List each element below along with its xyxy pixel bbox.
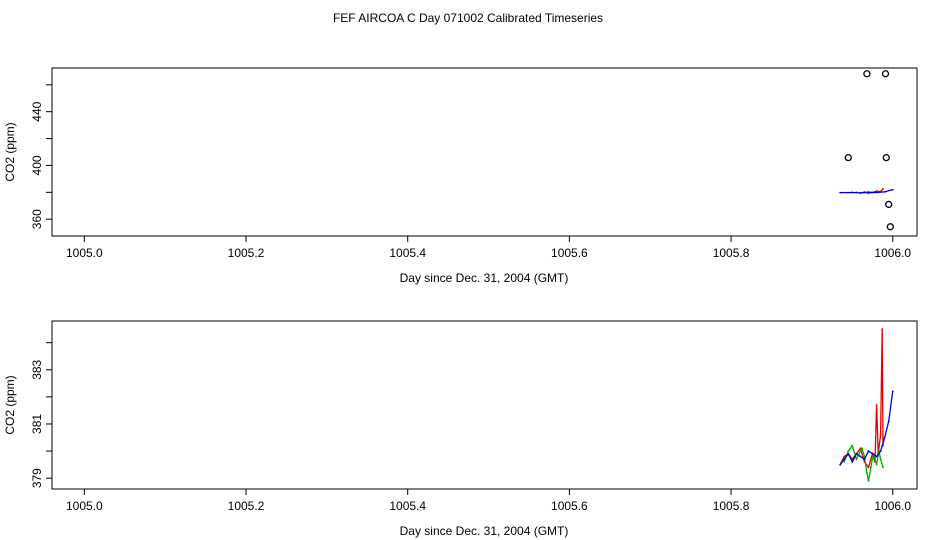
- y-tick-label: 379: [30, 468, 44, 489]
- x-tick-label: 1005.4: [389, 499, 427, 513]
- data-point: [851, 445, 853, 447]
- x-tick-label: 1005.0: [65, 246, 103, 260]
- y-tick-label: 381: [30, 413, 44, 434]
- data-point: [892, 391, 894, 393]
- data-point: [884, 191, 886, 193]
- data-point: [868, 191, 870, 193]
- x-tick-label: 1006.0: [874, 499, 912, 513]
- y-axis: [30, 343, 52, 488]
- data-point: [861, 447, 863, 449]
- data-point: [851, 192, 853, 194]
- data-point: [855, 453, 857, 455]
- x-tick-label: 1005.8: [712, 499, 750, 513]
- data-point: [876, 192, 878, 194]
- data-point: [882, 188, 884, 190]
- data-point: [839, 192, 841, 194]
- top-panel: [3, 68, 917, 285]
- data-point: [851, 461, 853, 463]
- plot-frame: [52, 321, 917, 489]
- data-point: [847, 450, 849, 452]
- data-point: [870, 466, 872, 468]
- y-tick-label: 360: [30, 209, 44, 230]
- outlier-point: [864, 71, 870, 77]
- x-tick-label: 1005.0: [65, 499, 103, 513]
- data-point: [860, 192, 862, 194]
- data-point: [876, 456, 878, 458]
- plot-area: [839, 71, 893, 230]
- data-point: [843, 458, 845, 460]
- x-axis-label: Day since Dec. 31, 2004 (GMT): [399, 524, 569, 538]
- series-line-green: [844, 446, 883, 481]
- data-point: [876, 404, 878, 406]
- chart-title: FEF AIRCOA C Day 071002 Calibrated Timeseries: [332, 11, 604, 25]
- data-point: [872, 453, 874, 455]
- data-point: [868, 450, 870, 452]
- data-point: [860, 456, 862, 458]
- outlier-point: [883, 155, 889, 161]
- data-point: [881, 328, 883, 330]
- data-point: [860, 450, 862, 452]
- x-tick-label: 1005.2: [227, 499, 265, 513]
- series-line-red: [840, 329, 883, 467]
- x-tick-label: 1005.8: [712, 246, 750, 260]
- y-tick-label: 400: [30, 155, 44, 176]
- x-tick-label: 1005.6: [551, 499, 588, 513]
- data-point: [884, 437, 886, 439]
- data-point: [882, 466, 884, 468]
- y-axis-label: CO2 (ppm): [3, 375, 17, 435]
- data-point: [868, 466, 870, 468]
- data-point: [876, 464, 878, 466]
- data-point: [847, 453, 849, 455]
- x-tick-label: 1006.0: [874, 246, 912, 260]
- plot-frame: [52, 68, 917, 236]
- data-point: [892, 189, 894, 191]
- outlier-point: [845, 155, 851, 161]
- x-tick-label: 1005.4: [389, 246, 427, 260]
- data-point: [864, 458, 866, 460]
- y-tick-label: 383: [30, 359, 44, 380]
- data-point: [855, 458, 857, 460]
- data-point: [888, 420, 890, 422]
- outlier-point: [882, 71, 888, 77]
- data-point: [843, 461, 845, 463]
- data-point: [880, 434, 882, 436]
- y-axis: [30, 85, 52, 229]
- x-axis: [66, 489, 911, 513]
- outlier-point: [887, 224, 893, 230]
- data-point: [843, 456, 845, 458]
- data-point: [880, 450, 882, 452]
- data-point: [868, 480, 870, 482]
- outlier-point: [886, 201, 892, 207]
- data-point: [880, 458, 882, 460]
- x-axis-label: Day since Dec. 31, 2004 (GMT): [399, 271, 569, 285]
- y-axis-label: CO2 (ppm): [3, 122, 17, 182]
- bottom-panel: [3, 321, 917, 538]
- x-axis: [66, 236, 911, 260]
- x-tick-label: 1005.2: [227, 246, 265, 260]
- plot-area: [839, 328, 893, 482]
- x-tick-label: 1005.6: [551, 246, 588, 260]
- data-point: [839, 464, 841, 466]
- data-point: [866, 472, 868, 474]
- y-tick-label: 440: [30, 101, 44, 122]
